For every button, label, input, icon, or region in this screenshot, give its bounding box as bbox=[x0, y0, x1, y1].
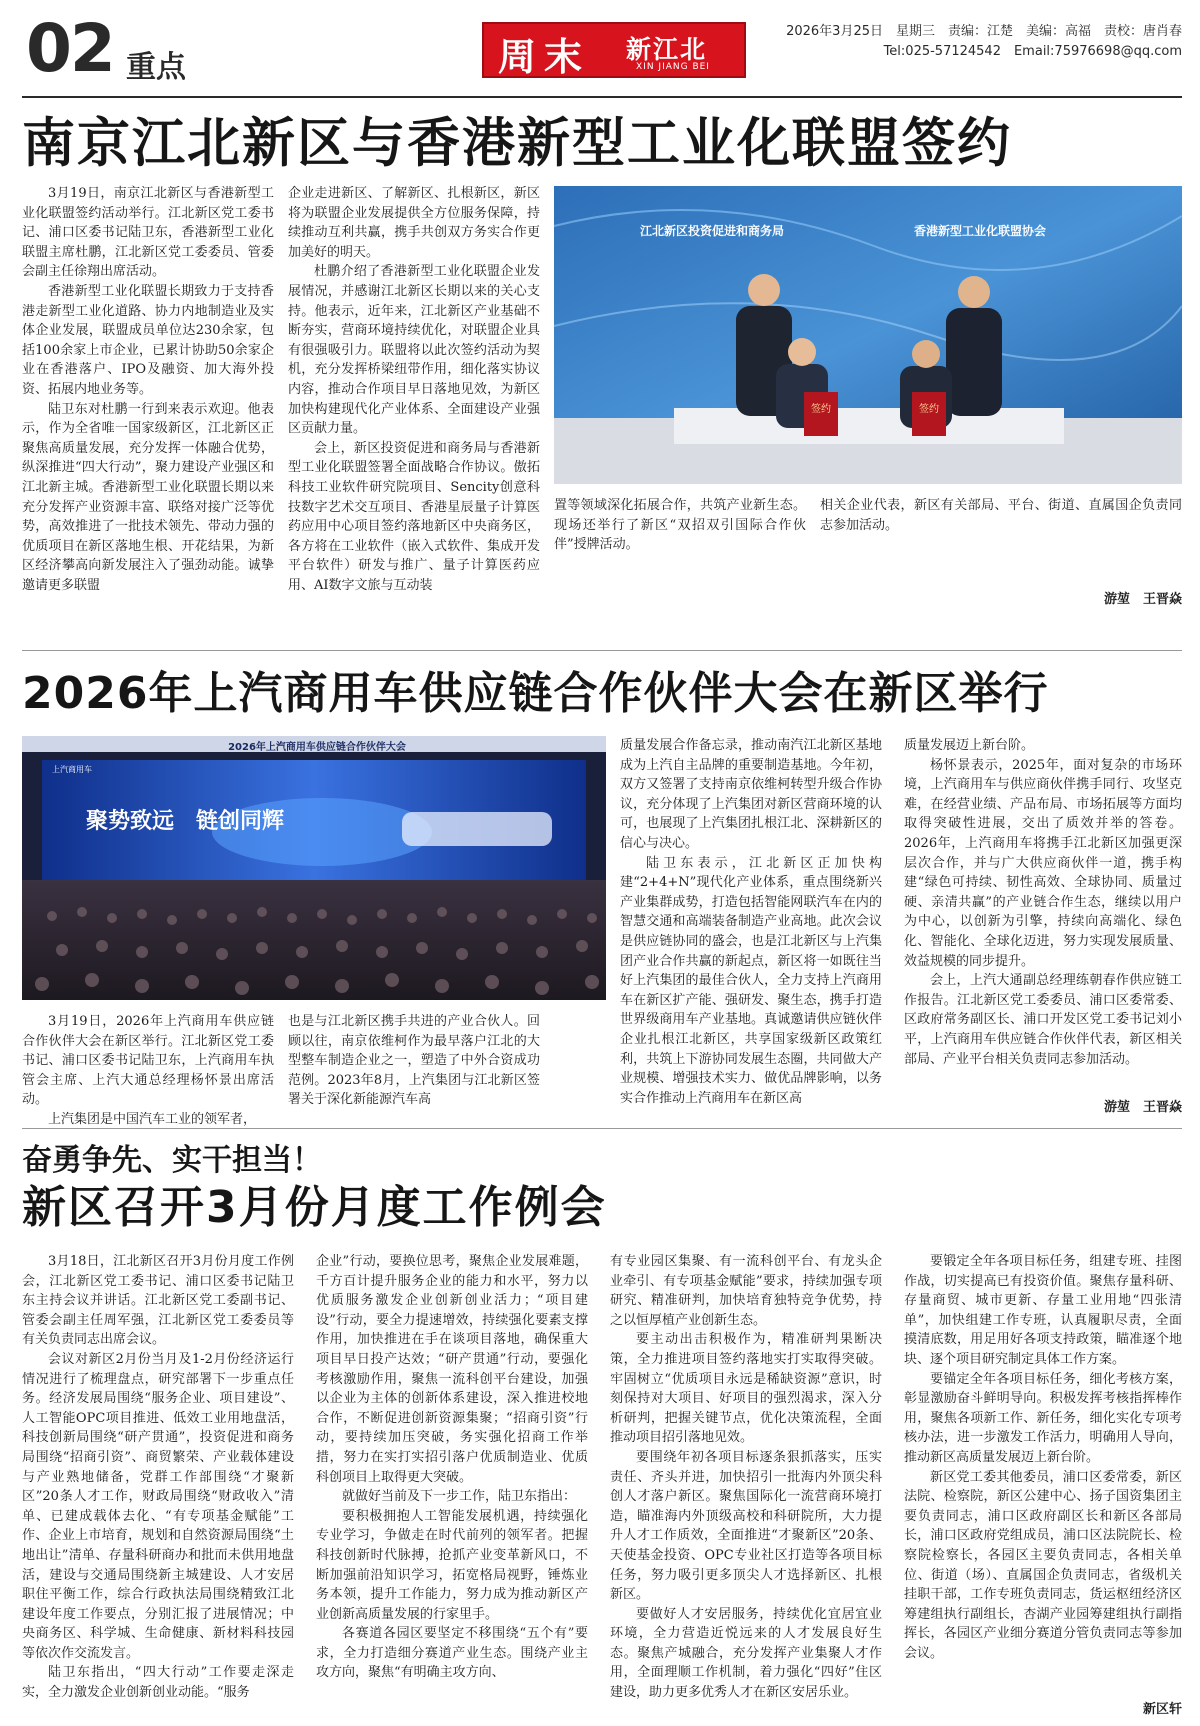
article1-paragraph: 企业走进新区、了解新区、扎根新区，新区将为联盟企业发展提供全方位服务保障，持续推动互利共赢，携手共创双方务实合作更加美好的明天。 bbox=[288, 186, 540, 260]
article3-column-1 bbox=[22, 1252, 294, 1716]
article1-paragraph: 相关企业代表，新区有关部局、平台、街道、直属国企负责同志参加活动。 bbox=[820, 498, 1182, 533]
article3-paragraph: 陆卫东指出，“四大行动”工作要走深走实，全力激发企业创新创业动能。“服务 bbox=[22, 1665, 294, 1701]
article2-paragraph: 3月19日，2026年上汽商用车供应链合作伙伴大会在新区举行。江北新区党工委书记、浦口区委书记陆卫东，上汽商用车执管会主席、上汽大通总经理杨怀景出席活动。 bbox=[22, 1014, 274, 1108]
brand-text: 上汽商用车 bbox=[52, 765, 92, 774]
article3-paragraph: 要积极拥抱人工智能发展机遇，持续强化专业学习，争做走在时代前列的领军者。把握科技创新时代脉搏，抢抓产业变革新风口，不断加强前沿知识学习，拓宽格局视野，锤炼业务本领，提升工作能力，努力成为推动新区产业创新高质量发展的行家里手。 bbox=[316, 1508, 588, 1622]
article2-paragraph: 杨怀景表示，2025年，面对复杂的市场环境，上汽商用车与供应商伙伴携手同行、攻坚克难，在经营业绩、产品布局、市场拓展等方面均取得突破性进展，交出了质效并举的答卷。2026年，上汽商用车将携手江北新区加强更深层次合作，并与广大供应商伙伴一道，携手构建“绿色可持续、韧性高效、全球协同、质量过硬、亲清共赢”的产业链合作生态，继续以用户为中心，以创新为引擎，持续向高端化、绿色化、智能化、全球化迈进，努力实现发展质量、效益规模的同步提升。 bbox=[904, 757, 1182, 969]
article2-paragraph: 质量发展合作备忘录，推动南汽江北新区基地成为上汽自主品牌的重要制造基地。今年初，双方又签署了支持南京依维柯转型升级合作协议，充分体现了上汽集团对新区营商环境的认可，也展现了上汽集团扎根江北、深耕新区的信心与决心。 bbox=[620, 738, 882, 851]
article3-paragraph: 要主动出击积极作为，精准研判果断决策，全力推进项目签约落地实打实取得突破。牢固树立“优质项目永远是稀缺资源”意识，时刻保持对大项目、好项目的强烈渴求，深入分析研判，把握关键节点，优化决策流程，全面推动项目招引落地见效。 bbox=[610, 1332, 882, 1446]
article3-paragraph: 要围绕年初各项目标逐条狠抓落实，压实责任、齐头并进，加快招引一批海内外顶尖科创人才落户新区。聚焦国际化一流营商环境打造，瞄准海内外顶级高校和科研院所，大力提升人才工作质效，全面推进“才聚新区”20条、天使基金投资、OPC专业社区打造等各项目标任务，努力吸引更多顶尖人才选择新区、扎根新区。 bbox=[610, 1449, 882, 1603]
article1-paragraph: 杜鹏介绍了香港新型工业化联盟企业发展情况，并感谢江北新区长期以来的关心支持。他表示，近年来，江北新区产业基础不断夯实，营商环境持续优化，对联盟企业具有很强吸引力。联盟将以此次签约活动为契机，充分发挥桥梁纽带作用，细化落实协议内容，推动合作项目早日落地见效，为新区加快构建现代化产业体系、全面建设产业强区贡献力量。 bbox=[288, 264, 540, 437]
article1-column-4 bbox=[820, 496, 1182, 576]
article2-paragraph: 会上，上汽大通副总经理练朝春作供应链工作报告。江北新区党工委委员、浦口区委常委、区政府常务副区长、浦口开发区党工委书记刘小平，上汽商用车供应链合作伙伴代表，新区相关部局、产业平台相关负责同志参加活动。 bbox=[904, 973, 1182, 1067]
article1-column-3 bbox=[554, 496, 806, 576]
article3-byline: 新区轩 bbox=[1142, 1702, 1182, 1717]
article3-paragraph: 企业”行动，要换位思考，聚焦企业发展难题，千方百计提升服务企业的能力和水平，努力以优质服务激发企业创新创业活力；“项目建设”行动，要全力提速增效，持续强化要素支撑作用，加快推进在手在谈项目落地，确保重大项目早日投产达效；“研产贯通”行动，要强化考核激励作用，聚焦一流科创平台建设，加强以企业为主体的创新体系建设，深入推进校地合作，不断促进创新资源集聚；“招商引资”行动，要持续加压突破，务实强化招商工作举措，努力在实打实招引落户优质制造业、优质科创项目上取得更大突破。 bbox=[316, 1254, 588, 1485]
masthead-rule bbox=[22, 96, 1182, 98]
article3-paragraph: 要锻定全年各项目标任务，组建专班、挂图作战，切实提高已有投资价值。聚焦存量科研、存量商贸、城市更新、存量工业用地“四张清单”，加快组建工作专班，认真履职尽责，全面摸清底数，用足用好各项支持政策，瞄准逐个地块、逐个项目研究制定具体工作方案。 bbox=[904, 1254, 1182, 1367]
newspaper-logo bbox=[482, 22, 746, 78]
article1-paragraph: 香港新型工业化联盟长期致力于支持香港走新型工业化道路、协力内地制造业及实体企业发展，联盟成员单位达230余家，包括100余家上市企业，已累计协助50余家企业在香港落户、IPO及融资、加大海外投资、拓展内地业务等。 bbox=[22, 283, 274, 397]
article3-paragraph: 要做好人才安居服务，持续优化宜居宜业环境，全力营造近悦远来的人才发展良好生态。聚焦产城融合，充分发挥产业集聚人才作用，全面理顺工作机制，着力强化“四好”住区建设，助力更多优秀人才在新区安居乐业。 bbox=[610, 1606, 882, 1701]
screen-title-text: 2026年上汽商用车供应链合作伙伴大会 bbox=[228, 742, 406, 753]
article2-paragraph: 也是与江北新区携手共进的产业合伙人。回顾以往，南京依维柯作为最早落户江北的大型整车制造企业之一，塑造了中外合资成功范例。2023年8月，上汽集团与江北新区签署关于深化新能源汽车高 bbox=[288, 1014, 540, 1108]
meta-date-editors: 2026年3月25日 星期三 责编：江楚 美编：高福 责校：唐肖春 bbox=[786, 24, 1182, 39]
banner-right-text: 香港新型工业化联盟协会 bbox=[914, 224, 1047, 238]
section-divider bbox=[22, 1128, 1182, 1129]
article3-column-4 bbox=[904, 1252, 1182, 1692]
article2-column-1 bbox=[22, 1012, 274, 1127]
article3-paragraph: 要锚定全年各项目标任务，细化考核方案，彰显激励奋斗鲜明导向。积极发挥考核指挥棒作用，聚焦各项新工作、新任务，细化实化专项考核办法，进一步激发工作活力，明确用人导向，推动新区高质量发展迈上新台阶。 bbox=[904, 1371, 1182, 1465]
logo-pinyin: XIN JIANG BEI bbox=[636, 62, 710, 72]
article3-paragraph: 就做好当前及下一步工作，陆卫东指出： bbox=[342, 1489, 577, 1505]
article3-column-3 bbox=[610, 1252, 882, 1716]
article1-headline: 南京江北新区与香港新型工业化联盟签约 bbox=[22, 113, 1012, 174]
masthead-meta bbox=[786, 22, 1182, 62]
article3-column-2 bbox=[316, 1252, 588, 1716]
conference-hall-image bbox=[22, 736, 606, 1000]
masthead bbox=[22, 10, 1182, 88]
article1-signing-photo bbox=[554, 186, 1182, 484]
article2-conference-photo bbox=[22, 736, 606, 1000]
article3-paragraph: 会议对新区2月份当月及1-2月份经济运行情况进行了梳理盘点，研究部署下一步重点任务。经济发展局围绕“服务企业、项目建设”、人工智能OPC项目推进、低效工业用地盘活，科技创新局围绕“研产贯通”，投资促进和商务局围绕“招商引资”、商贸繁荣、产业载体建设与产业熟地储备，党群工作部围绕“才聚新区”20条人才工作，财政局围绕“财政收入”清单、已建成载体去化、“有专项基金赋能”工作、企业上市培育，规划和自然资源局围绕“土地出让”清单、存量科研商办和批而未供用地盘活，建设与交通局围绕新主城建设、人才安居职住平衡工作，综合行政执法局围绕精致江北建设年度工作要点，分别汇报了进展情况；中央商务区、科学城、生命健康、新材料科技园等依次作交流发言。 bbox=[22, 1351, 294, 1661]
article1-paragraph: 3月19日，南京江北新区与香港新型工业化联盟签约活动举行。江北新区党工委书记、浦口区委书记陆卫东，香港新型工业化联盟主席杜鹏，江北新区党工委委员、管委会副主任徐翔出席活动。 bbox=[22, 186, 274, 280]
logo-main-text: 周末 bbox=[498, 34, 591, 79]
folder-label-left: 签约 bbox=[811, 404, 831, 415]
section-divider bbox=[22, 650, 1182, 651]
article3-paragraph: 3月18日，江北新区召开3月份月度工作例会，江北新区党工委书记、浦口区委书记陆卫东主持会议并讲话。江北新区党工委副书记、管委会副主任周军强，江北新区党工委委员等有关负责同志出席会议。 bbox=[22, 1254, 294, 1348]
page-number: 02 bbox=[26, 10, 114, 87]
banner-left-text: 江北新区投资促进和商务局 bbox=[640, 224, 785, 238]
meta-contact: Tel:025-57124542 Email:75976698@qq.com bbox=[883, 44, 1182, 59]
article2-column-2 bbox=[288, 1012, 540, 1112]
article1-paragraph: 会上，新区投资促进和商务局与香港新型工业化联盟签署全面战略合作协议。傲拓科技工业软件研究院项目、Sencity创意科技数字艺术交互项目、香港星辰量子计算医药应用中心项目签约落地新区中央商务区，各方将在工业软件（嵌入式软件、集成开发平台软件）研发与推广、量子计算医药应用、AI数字文旅与互动装 bbox=[288, 440, 540, 593]
article3-kicker: 奋勇争先、实干担当！ bbox=[22, 1143, 322, 1178]
article1-byline: 游堃 王晋焱 bbox=[1103, 592, 1182, 607]
folder-label-right: 签约 bbox=[919, 404, 939, 415]
article3-paragraph: 有专业园区集聚、有一流科创平台、有龙头企业牵引、有专项基金赋能”要求，持续加强专项研究、精准研判，加快培育独特竞争优势，持之以恒厚植产业创新生态。 bbox=[610, 1254, 882, 1328]
article2-byline: 游堃 王晋焱 bbox=[1103, 1100, 1182, 1115]
article1-paragraph: 置等领域深化拓展合作，共筑产业新生态。现场还举行了新区“双招双引国际合作伙伴”授牌活动。 bbox=[554, 498, 806, 553]
article3-headline: 新区召开3月份月度工作例会 bbox=[22, 1182, 607, 1233]
conference-slogan: 聚势致远 链创同辉 bbox=[86, 809, 285, 834]
article2-headline: 2026年上汽商用车供应链合作伙伴大会在新区举行 bbox=[22, 668, 1049, 719]
article1-column-2 bbox=[288, 184, 540, 626]
article2-paragraph: 质量发展迈上新台阶。 bbox=[904, 738, 1035, 753]
logo-sub-text: 新江北 bbox=[626, 35, 708, 64]
article1-paragraph: 陆卫东对杜鹏一行到来表示欢迎。他表示，作为全省唯一国家级新区，江北新区正聚焦高质量发展，充分发挥一体融合优势，纵深推进“四大行动”，聚力建设产业强区和江北新主城。香港新型工业化联盟长期以来充分发挥产业资源丰富、联络对接广泛等优势，高效推进了一批技术领先、带动力强的优质项目在新区落地生根、开花结果，为新区经济攀高向新发展注入了强劲动能。诚挚邀请更多联盟 bbox=[22, 401, 274, 593]
section-name: 重点 bbox=[126, 50, 186, 85]
article1-column-1 bbox=[22, 184, 274, 626]
article3-paragraph: 新区党工委其他委员，浦口区委常委，新区法院、检察院，新区公建中心、扬子国资集团主要负责同志，浦口区政府副区长和新区各部局长，浦口区政府党组成员，浦口区法院院长、检察院检察长，各园区主要负责同志，各相关单位、街道（场）、直属国企负责同志，省级机关挂职干部，工作专班负责同志，货运枢纽经济区筹建组执行副组长，杏湖产业园筹建组执行副指挥长，各园区产业细分赛道分管负责同志等参加会议。 bbox=[904, 1469, 1182, 1661]
article3-paragraph: 各赛道各园区要坚定不移围绕“五个有”要求，全力打造细分赛道产业生态。围绕产业主攻方向，聚焦“有明确主攻方向、 bbox=[316, 1626, 588, 1681]
article2-paragraph: 上汽集团是中国汽车工业的领军者， bbox=[48, 1111, 257, 1127]
article2-paragraph: 陆卫东表示，江北新区正加快构建“2+4+N”现代化产业体系，重点围绕新兴产业集群成势，打造包括智能网联汽车在内的智慧交通和高端装备制造产业高地。此次会议是供应链协同的盛会，也是江北新区与上汽集团产业合作共赢的新起点，新区将一如既往当好上汽集团的最佳合伙人，全力支持上汽商用车在新区扩产能、强研发、聚生态，携手打造世界级商用车产业基地。真诚邀请供应链伙伴企业扎根江北新区，共享国家级新区政策红利，共筑上下游协同发展生态圈，共同做大产业规模、增强技术实力、做优品牌影响，以务实合作推动上汽商用车在新区高 bbox=[620, 855, 882, 1106]
article2-column-3 bbox=[620, 736, 882, 1116]
article2-column-4 bbox=[904, 736, 1182, 1090]
